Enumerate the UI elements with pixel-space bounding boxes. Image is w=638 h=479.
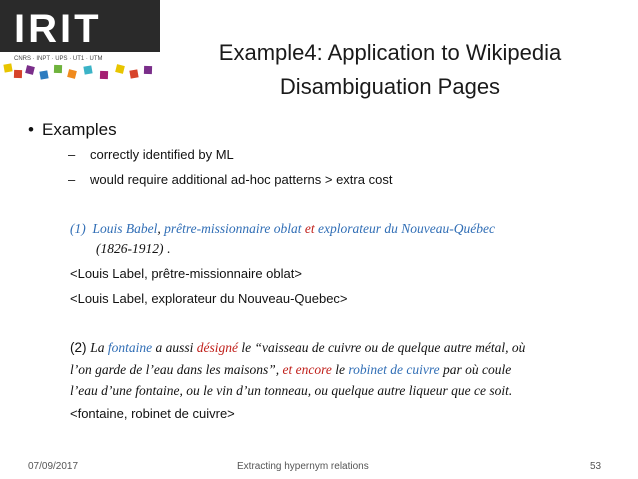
- logo-square: [14, 70, 22, 78]
- sub-item-2-label: would require additional ad-hoc patterns > extra cost: [90, 172, 393, 187]
- logo-square: [3, 63, 12, 72]
- example-2-number: (2): [70, 340, 87, 355]
- example-2-line-2: [70, 360, 511, 380]
- example-1-line-1: [70, 219, 495, 239]
- bullet-label: Examples: [42, 120, 117, 139]
- title-line-1: Example4: Application to Wikipedia: [218, 40, 562, 65]
- example-2-text-b: a aussi: [152, 340, 197, 355]
- logo-text: IRIT: [14, 7, 102, 51]
- example-1-period: .: [163, 241, 171, 256]
- example-1-hypernym-2: explorateur du Nouveau-Québec: [318, 221, 495, 236]
- example-1-hypernym-1: prêtre-missionnaire oblat: [164, 221, 302, 236]
- pair-1: <Louis Label, prêtre-missionnaire oblat>: [70, 266, 302, 281]
- bullet-examples: [28, 119, 117, 141]
- logo-color-squares: [3, 63, 152, 79]
- example-1-comma: ,: [157, 221, 161, 236]
- logo-square: [100, 71, 108, 79]
- sub-item-1-label: correctly identified by ML: [90, 147, 234, 162]
- logo-square: [115, 64, 125, 74]
- example-2-text-e: le: [331, 362, 349, 377]
- example-1-conjunction: et: [304, 221, 315, 236]
- sub-item-1: [68, 146, 234, 164]
- logo-square: [144, 66, 152, 74]
- example-2-text-a: La: [90, 340, 108, 355]
- logo-square: [25, 65, 35, 75]
- footer-date: 07/09/2017: [28, 461, 79, 472]
- example-2-term: fontaine: [107, 340, 153, 355]
- example-2-hypernym: robinet de cuivre: [348, 362, 440, 377]
- logo-subtitle: CNRS · INPT · UPS · UT1 · UTM: [14, 56, 103, 62]
- slide-title: [175, 36, 605, 104]
- dash-icon: –: [68, 147, 76, 162]
- pair-3: <fontaine, robinet de cuivre>: [70, 406, 235, 421]
- logo-square: [39, 70, 48, 79]
- sub-item-2: [68, 171, 392, 189]
- pair-2: <Louis Label, explorateur du Nouveau-Quebec>: [70, 291, 348, 306]
- footer-page-number: 53: [590, 461, 602, 472]
- example-2-text-c: le “vaisseau de cuivre ou de quelque autre métal, où: [238, 340, 526, 355]
- logo-square: [129, 69, 138, 78]
- example-1-dates: (1826-1912): [96, 241, 164, 256]
- example-2-line-1: [70, 338, 525, 358]
- logo-square: [67, 69, 77, 79]
- logo-square: [83, 65, 92, 74]
- bullet-dot-icon: •: [28, 120, 34, 139]
- example-2-text-d: l’on garde de l’eau dans les maisons”,: [70, 362, 283, 377]
- footer-title: Extracting hypernym relations: [237, 461, 369, 472]
- logo-square: [54, 65, 62, 73]
- example-1-line-2: [96, 239, 170, 259]
- irit-logo: [0, 0, 160, 80]
- dash-icon: –: [68, 172, 76, 187]
- example-1-number: (1): [70, 221, 86, 236]
- example-1-term: Louis Babel: [92, 221, 158, 236]
- example-2-line-3: l’eau d’une fontaine, ou le vin d’un tonneau, ou quelque autre liqueur que ce soit.: [70, 383, 513, 398]
- example-2-text-f: par où coule: [439, 362, 512, 377]
- title-line-2: Disambiguation Pages: [279, 74, 501, 99]
- example-2-connector: et encore: [282, 362, 332, 377]
- example-2-trigger: désigné: [196, 340, 239, 355]
